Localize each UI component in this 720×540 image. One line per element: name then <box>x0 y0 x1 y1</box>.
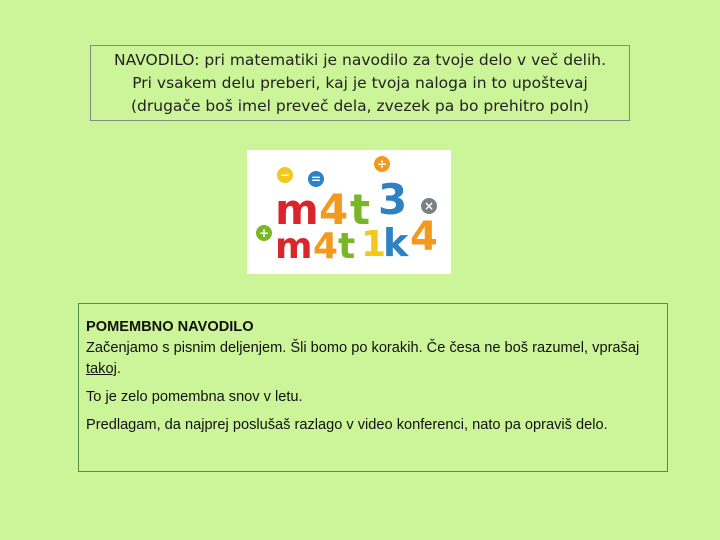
notice-paragraph-1 <box>86 338 659 380</box>
notice-paragraph-1-end: . <box>116 361 121 377</box>
instructions-line-1: NAVODILO: pri matematiki je navodilo za tvoje delo v več delih. <box>113 51 606 69</box>
svg-text:+: + <box>258 226 270 240</box>
logo-letter: t <box>350 185 371 234</box>
svg-text:÷: ÷ <box>376 157 388 171</box>
important-notice-box <box>78 303 668 472</box>
logo-letter: k <box>383 221 409 265</box>
svg-text:=: = <box>310 172 322 186</box>
svg-text:−: − <box>279 168 291 182</box>
instructions-box <box>90 45 630 121</box>
logo-letter: m <box>275 226 313 267</box>
svg-text:×: × <box>423 199 435 213</box>
matematika-logo-graphic <box>247 150 451 274</box>
minus-dot-icon <box>277 167 293 183</box>
notice-paragraph-1-text: Začenjamo s pisnim deljenjem. Šli bomo po korakih. Če česa ne boš razumel, vprašaj <box>86 340 640 356</box>
logo-letter: t <box>338 226 356 267</box>
notice-paragraph-2: To je zelo pomembna snov v letu. <box>86 389 303 405</box>
instructions-line-3: (drugače boš imel preveč dela, zvezek pa bo prehitro poln) <box>131 97 589 115</box>
logo-letter: 3 <box>378 175 408 224</box>
logo-letter: m <box>275 185 319 234</box>
logo-letter: 4 <box>313 226 339 267</box>
notice-heading: POMEMBNO NAVODILO <box>86 319 254 335</box>
logo-letter: 4 <box>410 214 438 260</box>
matematika-logo <box>247 150 451 274</box>
logo-letter: 1 <box>361 224 387 265</box>
plus-dot-icon <box>256 225 272 241</box>
divide-dot-icon <box>374 156 390 172</box>
notice-paragraph-3: Predlagam, da najprej poslušaš razlago v video konferenci, nato pa opraviš delo. <box>86 417 608 433</box>
times-dot-icon <box>421 198 437 214</box>
instructions-line-2: Pri vsakem delu preberi, kaj je tvoja naloga in to upoštevaj <box>132 74 588 92</box>
notice-underlined-word: takoj <box>86 361 117 377</box>
logo-letter: 4 <box>319 185 349 234</box>
